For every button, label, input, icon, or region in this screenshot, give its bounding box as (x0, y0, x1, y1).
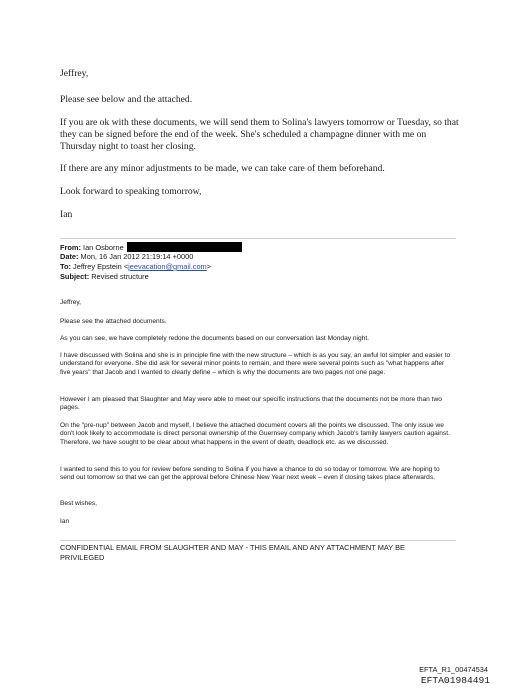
subject-line (60, 272, 149, 281)
subject-label: Subject: (60, 272, 90, 281)
top-paragraph-3: If there are any minor adjustments to be made, we can take care of them beforehand. (60, 163, 385, 174)
bates-number-small: EFTA_R1_00474534 (419, 665, 488, 674)
body-paragraph-5: On the "pre-nup" between Jacob and myself, I believe the attached document covers all the points we discussed. The only issue we don't look likely to accommodate is direct personal ownership of the Guernsey company which Jacob's family lawyers caution against. Therefore, we have sought to be clear about what happens in the event of death, deadlock etc. as we discussed. (60, 422, 450, 446)
top-greeting: Jeffrey, (60, 68, 89, 79)
confidential-notice: CONFIDENTIAL EMAIL FROM SLAUGHTER AND MAY - THIS EMAIL AND ANY ATTACHMENT MAY BE PRIVILEGED (60, 543, 405, 562)
to-label: To: (60, 262, 71, 271)
body-best-wishes: Best wishes, (60, 500, 98, 507)
from-label: From: (60, 243, 81, 252)
date-label: Date: (60, 252, 79, 261)
top-paragraph-2: If you are ok with these documents, we will send them to Solina's lawyers tomorrow or Tuesday, so that they can be signed before the end of the week. She's scheduled a champagne dinner with me on Thursday night to toast her closing. (60, 117, 459, 152)
body-paragraph-1: Please see the attached documents. (60, 318, 167, 325)
to-name: Jeffrey Epstein (73, 262, 122, 271)
to-email-link[interactable]: jeevacation@gmail.com (128, 262, 207, 271)
bates-number-large: EFTA01984491 (420, 675, 490, 686)
top-signoff: Ian (60, 209, 73, 220)
from-line (60, 242, 242, 252)
header-divider (60, 238, 456, 239)
confidential-divider (60, 540, 456, 541)
top-paragraph-4: Look forward to speaking tomorrow, (60, 186, 202, 197)
body-paragraph-4: However I am pleased that Slaughter and May were able to meet our specific instructions that the documents not be more than two pages. (60, 396, 442, 412)
body-paragraph-6: I wanted to send this to you for review before sending to Solina if you have a chance to do so today or tomorrow. We are hoping to send out tomorrow so that we can get the approval before Chinese New Year next week – even if closing takes place afterwards. (60, 466, 440, 482)
to-line: To: Jeffrey Epstein <jeevacation@gmail.com> (60, 262, 212, 271)
date-value: Mon, 16 Jan 2012 21:19:14 +0000 (80, 252, 194, 261)
top-paragraph-1: Please see below and the attached. (60, 94, 193, 105)
subject-value: Revised structure (91, 272, 149, 281)
body-paragraph-3: I have discussed with Solina and she is in principle fine with the new structure – which is as you say, an awful lot simpler and easier to understand for everyone. She did ask for several minor points to remain, and there were several points such as "what happens after five years" that Jacob and I wanted to clearly define – which is why the documents are two pages not one page. (60, 352, 451, 376)
body-greeting: Jeffrey, (60, 299, 82, 306)
body-signoff: Ian (60, 518, 70, 525)
redaction-bar (127, 242, 242, 252)
from-value: Ian Osborne (83, 243, 124, 252)
body-paragraph-2: As you can see, we have completely redone the documents based on our conversation last Monday night. (60, 335, 369, 342)
date-line (60, 252, 193, 261)
